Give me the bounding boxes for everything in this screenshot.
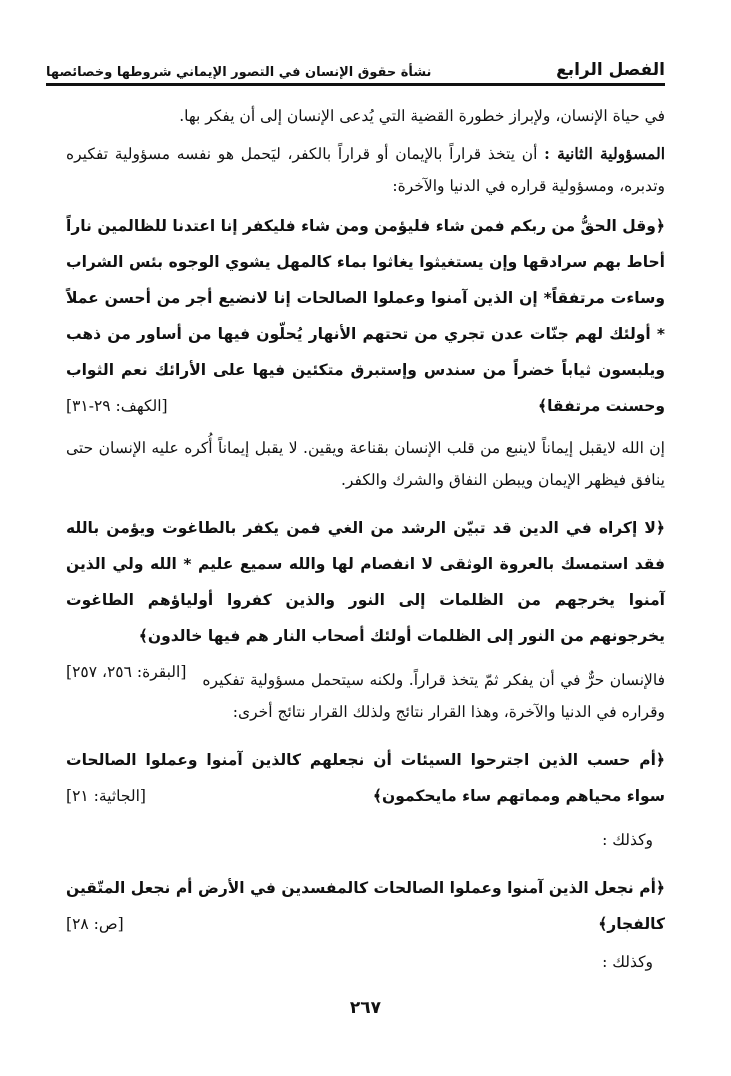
paragraph-human-freedom: فالإنسان حرٌّ في أن يفكر ثمّ يتخذ قراراً. ولكنه سيتحمل مسؤولية تفكيره وقراره في الدنيا والآخرة، وهذا القرار نتائج ولذلك القرار نتائج أخرى: (202, 671, 665, 721)
paragraph-likewise-1: وكذلك : (602, 831, 653, 849)
paragraph-intro: في حياة الإنسان، ولإبراز خطورة القضية التي يُدعى الإنسان إلى أن يفكر بها. (179, 107, 665, 125)
quote-sad-reference: [ص: ٢٨] (66, 915, 124, 933)
quote-jathiya-reference: [الجاثية: ٢١] (66, 787, 146, 805)
second-responsibility-text: أن يتخذ قراراً بالإيمان أو قراراً بالكفر، ليَحمل هو نفسه مسؤولية تفكيره وتدبره، ومسؤولية قراره في الدنيا والآخرة: (66, 145, 665, 195)
chapter-title: الفصل الرابع (556, 60, 665, 80)
quran-quote-sad (66, 870, 665, 942)
page-header (46, 48, 665, 80)
paragraph-faith-conviction: إن الله لايقبل إيماناً لاينبع من قلب الإنسان بقناعة ويقين. لا يقبل إيماناً أُكره عليه الإنسان حتى ينافق فيظهر الإيمان ويبطن النفاق والشرك والكفر. (66, 439, 665, 489)
page-body (66, 92, 665, 978)
paragraph-second-responsibility (66, 138, 665, 202)
quote-kahf-text: ﴿وقل الحقُّ من ربكم فمن شاء فليؤمن ومن شاء فليكفر إنا اعتدنا للظالمين ناراً أحاط بهم سرادقها وإن يستغيثوا يغاثوا بماء كالمهل يشوي الوجوه بئس الشراب وساءت مرتفقاً* إن الذين آمنوا وعملوا الصالحات إنا لانضيع أجر من أحسن عملاً * أولئك لهم جنّات عدن تجري من تحتهم الأنهار يُحلّون فيها من أساور من ذهب ويلبسون ثياباً خضراً من سندس وإستبرق متكئين فيها على الأرائك نعم الثواب وحسنت مرتفقا﴾ (66, 217, 665, 415)
paragraph-likewise-2: وكذلك : (602, 953, 653, 971)
quran-quote-jathiya (66, 742, 665, 814)
second-responsibility-label: المسؤولية الثانية : (544, 144, 665, 163)
page-number: ٢٦٧ (349, 998, 382, 1018)
header-rule (46, 83, 665, 86)
quote-baqarah-text: ﴿لا إكراه في الدين قد تبيّن الرشد من الغي فمن يكفر بالطاغوت ويؤمن بالله فقد استمسك بالعروة الوثقى لا انفصام لها والله سميع عليم * الله ولي الذين آمنوا يخرجهم من الظلمات إلى النور والذين كفروا أولياؤهم الطاغوت يخرجونهم من النور إلى الظلمات أولئك أصحاب النار هم فيها خالدون﴾ (66, 519, 665, 645)
quran-quote-baqarah (66, 510, 665, 681)
quote-sad-text: ﴿أم نجعل الذين آمنوا وعملوا الصالحات كالمفسدين في الأرض أم نجعل المتّقين كالفجار﴾ (66, 879, 665, 933)
running-title: نشأة حقوق الإنسان في التصور الإيماني شروطها وخصائصها (46, 65, 432, 80)
quran-quote-kahf (66, 208, 665, 424)
quote-baqarah-reference: [البقرة: ٢٥٦، ٢٥٧] (66, 663, 187, 681)
quote-kahf-reference: [الكهف: ٢٩-٣١] (66, 397, 168, 415)
quote-jathiya-text: ﴿أم حسب الذين اجترحوا السيئات أن نجعلهم كالذين آمنوا وعملوا الصالحات سواء محياهم ومماتهم ساء مايحكمون﴾ (66, 751, 665, 805)
